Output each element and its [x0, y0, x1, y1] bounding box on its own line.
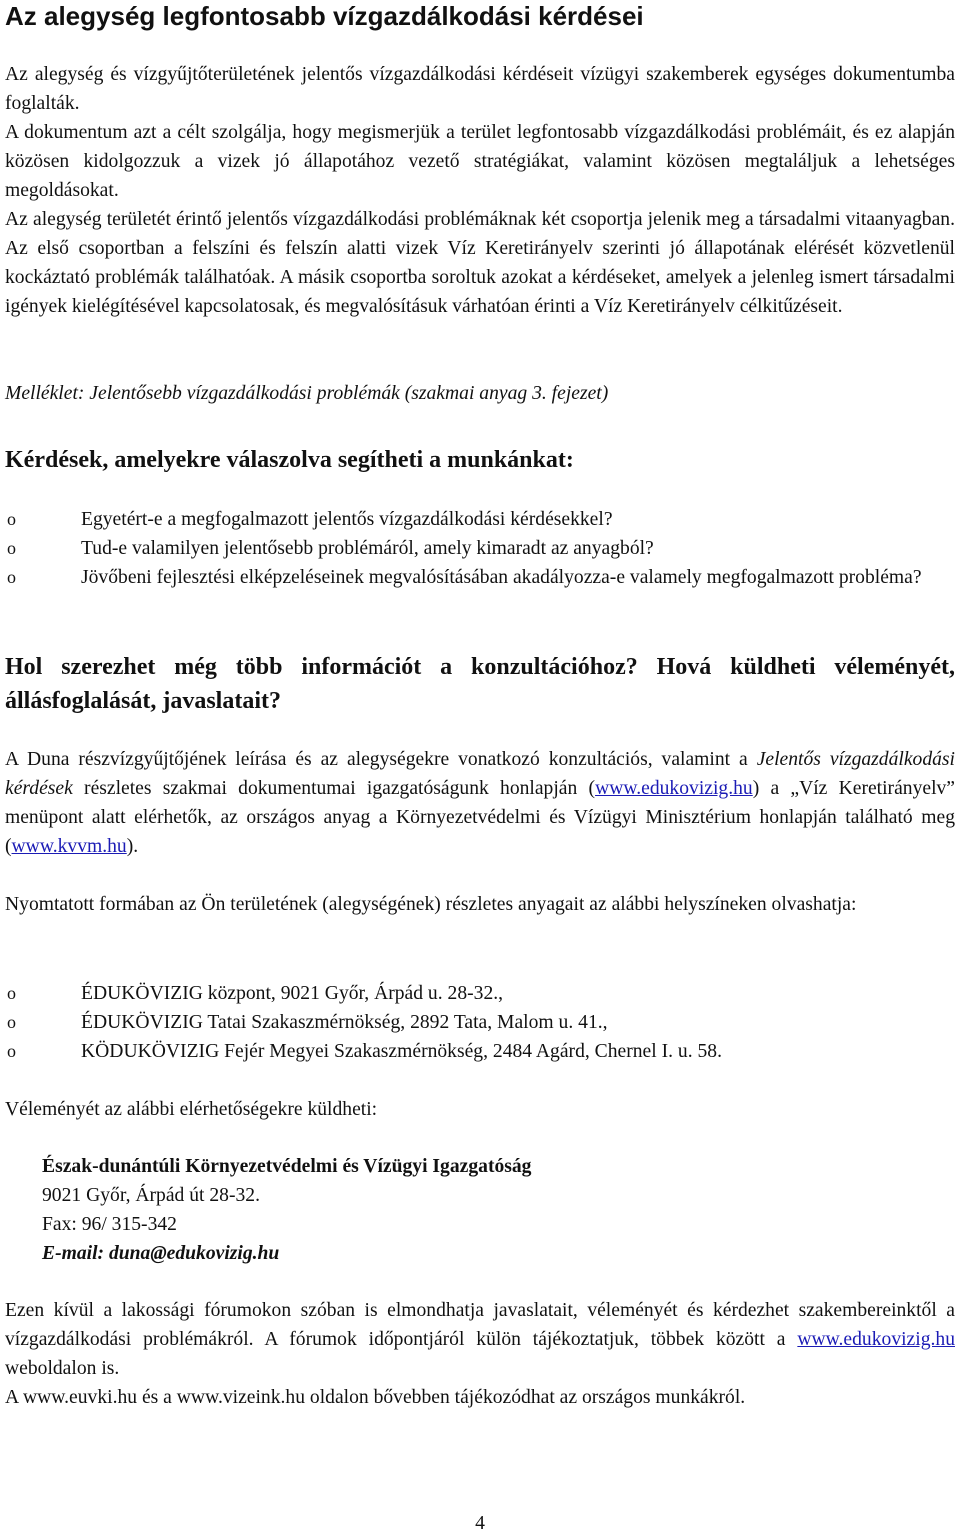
bullet-marker: o — [7, 1041, 16, 1061]
bullet-marker: o — [7, 567, 16, 587]
questions-heading: Kérdések, amelyekre válaszolva segítheti a munkánkat: — [5, 447, 574, 473]
duna-paragraph — [5, 745, 955, 861]
info-heading: Hol szerezhet még több információt a konzultációhoz? Hová küldheti véleményét, állásfoglalását, javaslatait? — [5, 654, 955, 714]
fax-number: Fax: 96/ 315-342 — [42, 1214, 177, 1235]
intro-paragraph-3: Az alegység területét érintő jelentős vízgazdálkodási problémáknak két csoportja jelenik meg a társadalmi vitaanyagban. Az első csoportban a felszíni és felszín alatti vizek Víz Keretirányelv szerinti jó állapotának elérését közvetlenül kockáztató problémák találhatóak. A másik csoportba soroltuk azokat a kérdéseket, amelyek a jelenleg ismert társadalmi igények kielégítésével kapcsolatosak, és megvalósításuk várhatóan érinti a Víz Keretirányelv célkitűzéseit. — [5, 209, 955, 317]
forum-text-a: Ezen kívül a lakossági fórumokon szóban is elmondhatja javaslatait, véleményét és kérdezhet szakembereinktől a vízgazdálkodási problémákról. A fórumok időpontjáról külön tájékoztatjuk, többek között a — [5, 1300, 955, 1350]
list-item — [5, 505, 955, 534]
location-text: ÉDUKÖVIZIG központ, 9021 Győr, Árpád u. 28-32., — [81, 983, 504, 1004]
duna-text-c: ) a „Víz Keretirányelv” menüpont alatt elérhetők, az országos anyag a Környezetvédelmi és Vízügyi Minisztérium honlapján található meg ( — [5, 778, 956, 857]
edukovizig-link[interactable]: www.edukovizig.hu — [595, 778, 753, 799]
locations-list — [5, 979, 955, 1066]
email-address[interactable]: E-mail: duna@edukovizig.hu — [42, 1243, 280, 1264]
questions-list — [5, 505, 955, 592]
duna-text-a: A Duna részvízgyűjtőjének leírása és az alegységekre vonatkozó konzultációs, valamint a — [5, 749, 757, 770]
annex-reference: Melléklet: Jelentősebb vízgazdálkodási problémák (szakmai anyag 3. fejezet) — [5, 383, 609, 404]
street-address: 9021 Győr, Árpád út 28-32. — [42, 1185, 260, 1206]
intro-paragraph-2: A dokumentum azt a célt szolgálja, hogy megismerjük a terület legfontosabb vízgazdálkodási problémáit, és ez alapján közösen kidolgozzuk a vizek jó állapotához vezető stratégiákat, valamint közösen megtaláljuk a lehetséges megoldásokat. — [5, 122, 955, 201]
forum-text-b: weboldalon is. — [5, 1358, 120, 1379]
list-item — [5, 563, 955, 592]
list-item — [5, 979, 955, 1008]
bullet-marker: o — [7, 1012, 16, 1032]
bullet-marker: o — [7, 538, 16, 558]
question-text: Jövőbeni fejlesztési elképzeléseinek megvalósításában akadályozza-e valamely megfogalmazott probléma? — [81, 567, 922, 588]
duna-text-b: részletes szakmai dokumentumai igazgatóságunk honlapján ( — [72, 778, 596, 799]
organization-name: Észak-dunántúli Környezetvédelmi és Vízügyi Igazgatóság — [42, 1156, 532, 1177]
location-text: ÉDUKÖVIZIG Tatai Szakaszmérnökség, 2892 Tata, Malom u. 41., — [81, 1012, 608, 1033]
kvvm-link[interactable]: www.kvvm.hu — [11, 836, 127, 857]
question-text: Egyetért-e a megfogalmazott jelentős vízgazdálkodási kérdésekkel? — [81, 509, 613, 530]
page-title: Az alegység legfontosabb vízgazdálkodási kérdései — [5, 1, 644, 31]
duna-text-d: ). — [126, 836, 139, 857]
edukovizig-link-2[interactable]: www.edukovizig.hu — [797, 1329, 955, 1350]
duna-text-italic: Jelentős vízgazdálkodási kérdések — [5, 749, 955, 799]
forum-paragraph — [5, 1296, 955, 1383]
bullet-marker: o — [7, 983, 16, 1003]
print-intro: Nyomtatott formában az Ön területének (alegységének) részletes anyagait az alábbi helyszíneken olvashatja: — [5, 894, 857, 915]
bullet-marker: o — [7, 509, 16, 529]
euvki-paragraph: A www.euvki.hu és a www.vizeink.hu oldalon bővebben tájékozódhat az országos munkákról. — [5, 1387, 746, 1408]
list-item — [5, 534, 955, 563]
send-intro: Véleményét az alábbi elérhetőségekre küldheti: — [5, 1099, 378, 1120]
question-text: Tud-e valamilyen jelentősebb problémáról, amely kimaradt az anyagból? — [81, 538, 654, 559]
page-number: 4 — [475, 1513, 485, 1534]
contact-address — [42, 1152, 942, 1268]
intro-paragraph-1: Az alegység és vízgyűjtőterületének jelentős vízgazdálkodási kérdéseit vízügyi szakemberek egységes dokumentumba foglalták. — [5, 64, 955, 114]
list-item — [5, 1037, 955, 1066]
location-text: KÖDUKÖVIZIG Fejér Megyei Szakaszmérnökség, 2484 Agárd, Chernel I. u. 58. — [81, 1041, 722, 1062]
list-item — [5, 1008, 955, 1037]
